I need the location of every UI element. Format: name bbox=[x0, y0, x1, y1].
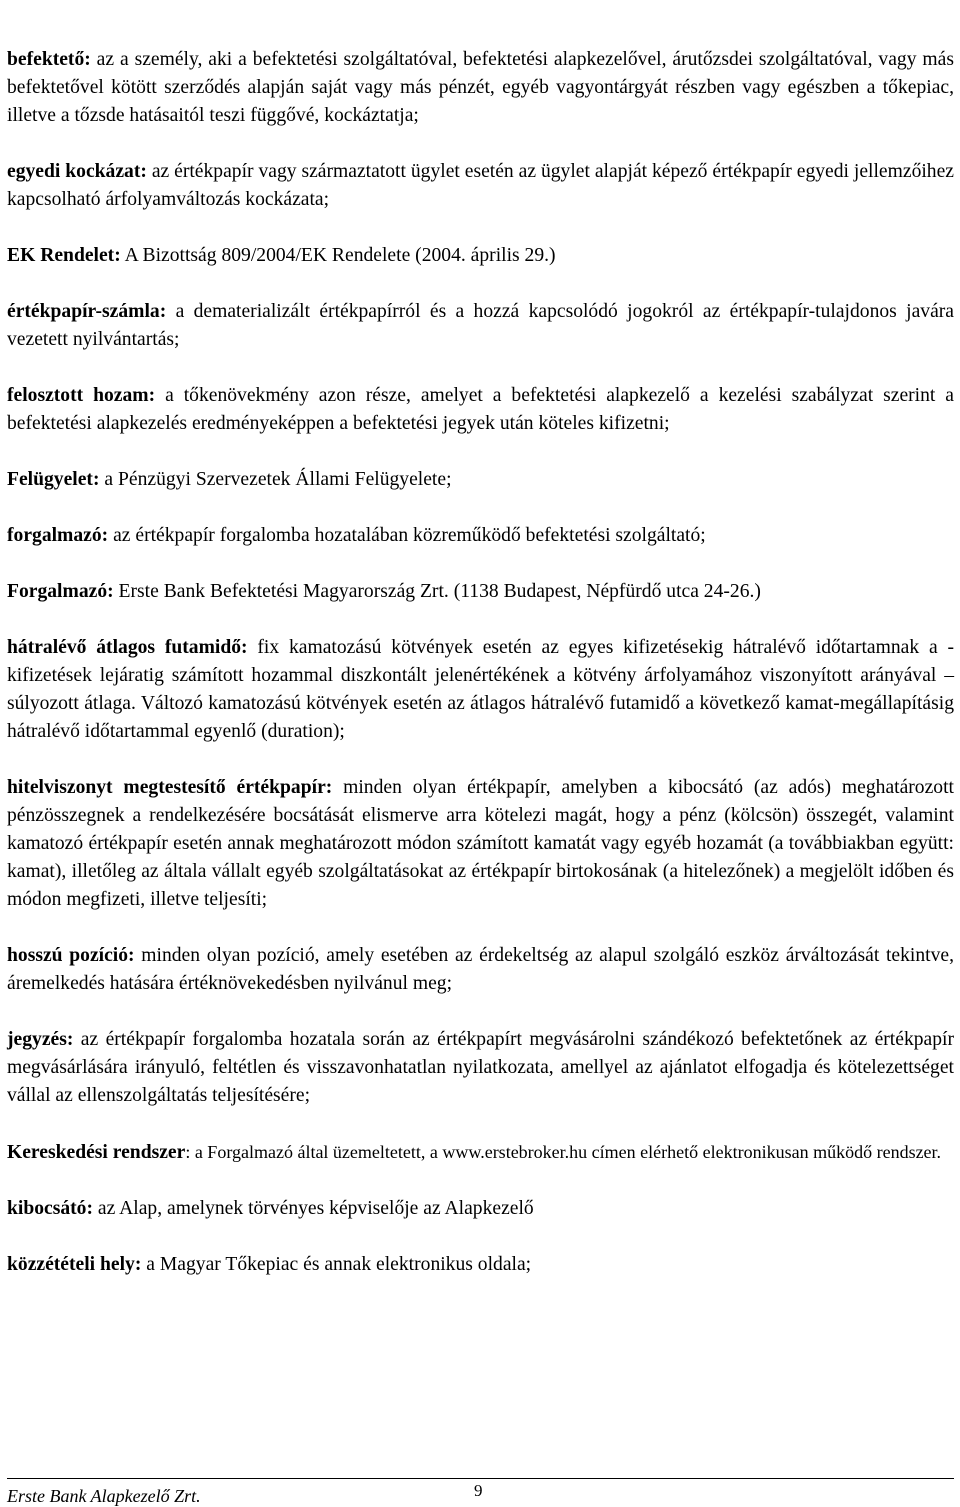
definition-term: hitelviszonyt megtestesítő értékpapír: bbox=[7, 777, 333, 798]
definition-term: közzétételi hely: bbox=[7, 1254, 142, 1275]
definition-text: a dematerializált értékpapírról és a hozzá kapcsolódó jogokról az értékpapír-tulajdonos javára vezetett nyilvántartás; bbox=[7, 301, 954, 350]
definition-term: értékpapír-számla: bbox=[7, 301, 167, 322]
definition-text: minden olyan értékpapír, amelyben a kibocsátó (az adós) meghatározott pénzösszegnek a rendelkezésére bocsátását elismerve arra kötelezi magát, hogy a pénz (kölcsön) összegét, valamint kamatozó értékpapír esetén annak meghatározott módon számított kamatát vagy egyéb hozamát (a továbbiakban együtt: kamat), illetőleg az általa vállalt egyéb szolgáltatásokat az értékpapír birtokosának (a hitelezőnek) a megjelölt időben és módon megfizeti, illetve teljesíti; bbox=[7, 777, 954, 910]
definition-entry bbox=[7, 1138, 954, 1167]
page-footer bbox=[0, 1478, 960, 1507]
page-number: 9 bbox=[474, 1481, 483, 1500]
definition-text: az értékpapír vagy származtatott ügylet esetén az ügylet alapját képező értékpapír egyedi jellemzőihez kapcsolható árfolyamváltozás kockázata; bbox=[7, 161, 954, 210]
definition-text: az Alap, amelynek törvényes képviselője az Alapkezelő bbox=[93, 1198, 534, 1219]
definition-text: a Magyar Tőkepiac és annak elektronikus oldala; bbox=[141, 1254, 532, 1275]
definition-term: Kereskedési rendszer bbox=[7, 1142, 186, 1163]
definition-term: egyedi kockázat: bbox=[7, 161, 147, 182]
definition-entry bbox=[7, 382, 954, 438]
definition-term: hátralévő átlagos futamidő: bbox=[7, 637, 248, 658]
definition-entry bbox=[7, 46, 954, 130]
definition-entry bbox=[7, 942, 954, 998]
definition-entry bbox=[7, 466, 954, 494]
definition-term: forgalmazó: bbox=[7, 525, 109, 546]
definition-entry bbox=[7, 298, 954, 354]
definition-text: : a Forgalmazó által üzemeltetett, a www.erstebroker.hu címen elérhető elektronikusan működő rendszer. bbox=[185, 1142, 942, 1162]
definition-term: Felügyelet: bbox=[7, 469, 100, 490]
definition-entry bbox=[7, 1026, 954, 1110]
definition-entry bbox=[7, 578, 954, 606]
definition-entry bbox=[7, 634, 954, 746]
definition-entry bbox=[7, 242, 954, 270]
definition-entry bbox=[7, 158, 954, 214]
definition-entry bbox=[7, 1251, 954, 1279]
definition-term: hosszú pozíció: bbox=[7, 945, 135, 966]
footer-divider bbox=[7, 1478, 954, 1479]
definition-text: az értékpapír forgalomba hozatalában közreműködő befektetési szolgáltató; bbox=[108, 525, 706, 546]
definition-term: befektető: bbox=[7, 49, 91, 70]
definition-text: A Bizottság 809/2004/EK Rendelete (2004. április 29.) bbox=[120, 245, 556, 266]
definition-entry bbox=[7, 522, 954, 550]
footer-company-name: Erste Bank Alapkezelő Zrt. bbox=[7, 1486, 201, 1506]
definition-entry bbox=[7, 1195, 954, 1223]
definition-text: fix kamatozású kötvények esetén az egyes kifizetésekig hátralévő időtartamnak a - kifizetések lejáratig számított hozammal diszkontált jelenértékének a kötvény árfolyamához viszonyított arányával – súlyozott átlaga. Változó kamatozású kötvények esetén az átlagos hátralévő futamidő a következő kamat-megállapításig hátralévő időtartammal egyenlő (duration); bbox=[7, 637, 954, 742]
definition-term: jegyzés: bbox=[7, 1029, 74, 1050]
definition-text: az a személy, aki a befektetési szolgáltatóval, befektetési alapkezelővel, árutőzsdei szolgáltatóval, vagy más befektetővel kötött szerződés alapján saját vagy más pénzét, egyéb vagyontárgyát részben vagy egészben a tőkepiac, illetve a tőzsde hatásaitól teszi függővé, kockáztatja; bbox=[7, 49, 954, 126]
document-body bbox=[7, 46, 954, 1307]
definition-term: felosztott hozam: bbox=[7, 385, 156, 406]
definition-entry bbox=[7, 774, 954, 914]
definition-term: Forgalmazó: bbox=[7, 581, 114, 602]
definition-term: EK Rendelet: bbox=[7, 245, 121, 266]
definition-text: a Pénzügyi Szervezetek Állami Felügyelete; bbox=[99, 469, 452, 490]
definition-text: minden olyan pozíció, amely esetében az érdekeltség az alapul szolgáló eszköz árváltozását tekintve, áremelkedés hatására értéknövekedésben nyilvánul meg; bbox=[7, 945, 954, 994]
definition-term: kibocsátó: bbox=[7, 1198, 94, 1219]
definition-text: a tőkenövekmény azon része, amelyet a befektetési alapkezelő a kezelési szabályzat szerint a befektetési alapkezelés eredményeképpen a befektetési jegyek után köteles kifizetni; bbox=[7, 385, 954, 434]
definition-text: az értékpapír forgalomba hozatala során az értékpapírt megvásárolni szándékozó befektetőnek az értékpapír megvásárlására irányuló, feltétlen és visszavonhatatlan nyilatkozata, amellyel az ajánlatot elfogadja és kötelezettséget vállal az ellenszolgáltatás teljesítésére; bbox=[7, 1029, 954, 1106]
definition-text: Erste Bank Befektetési Magyarország Zrt. (1138 Budapest, Népfürdő utca 24-26.) bbox=[113, 581, 761, 602]
